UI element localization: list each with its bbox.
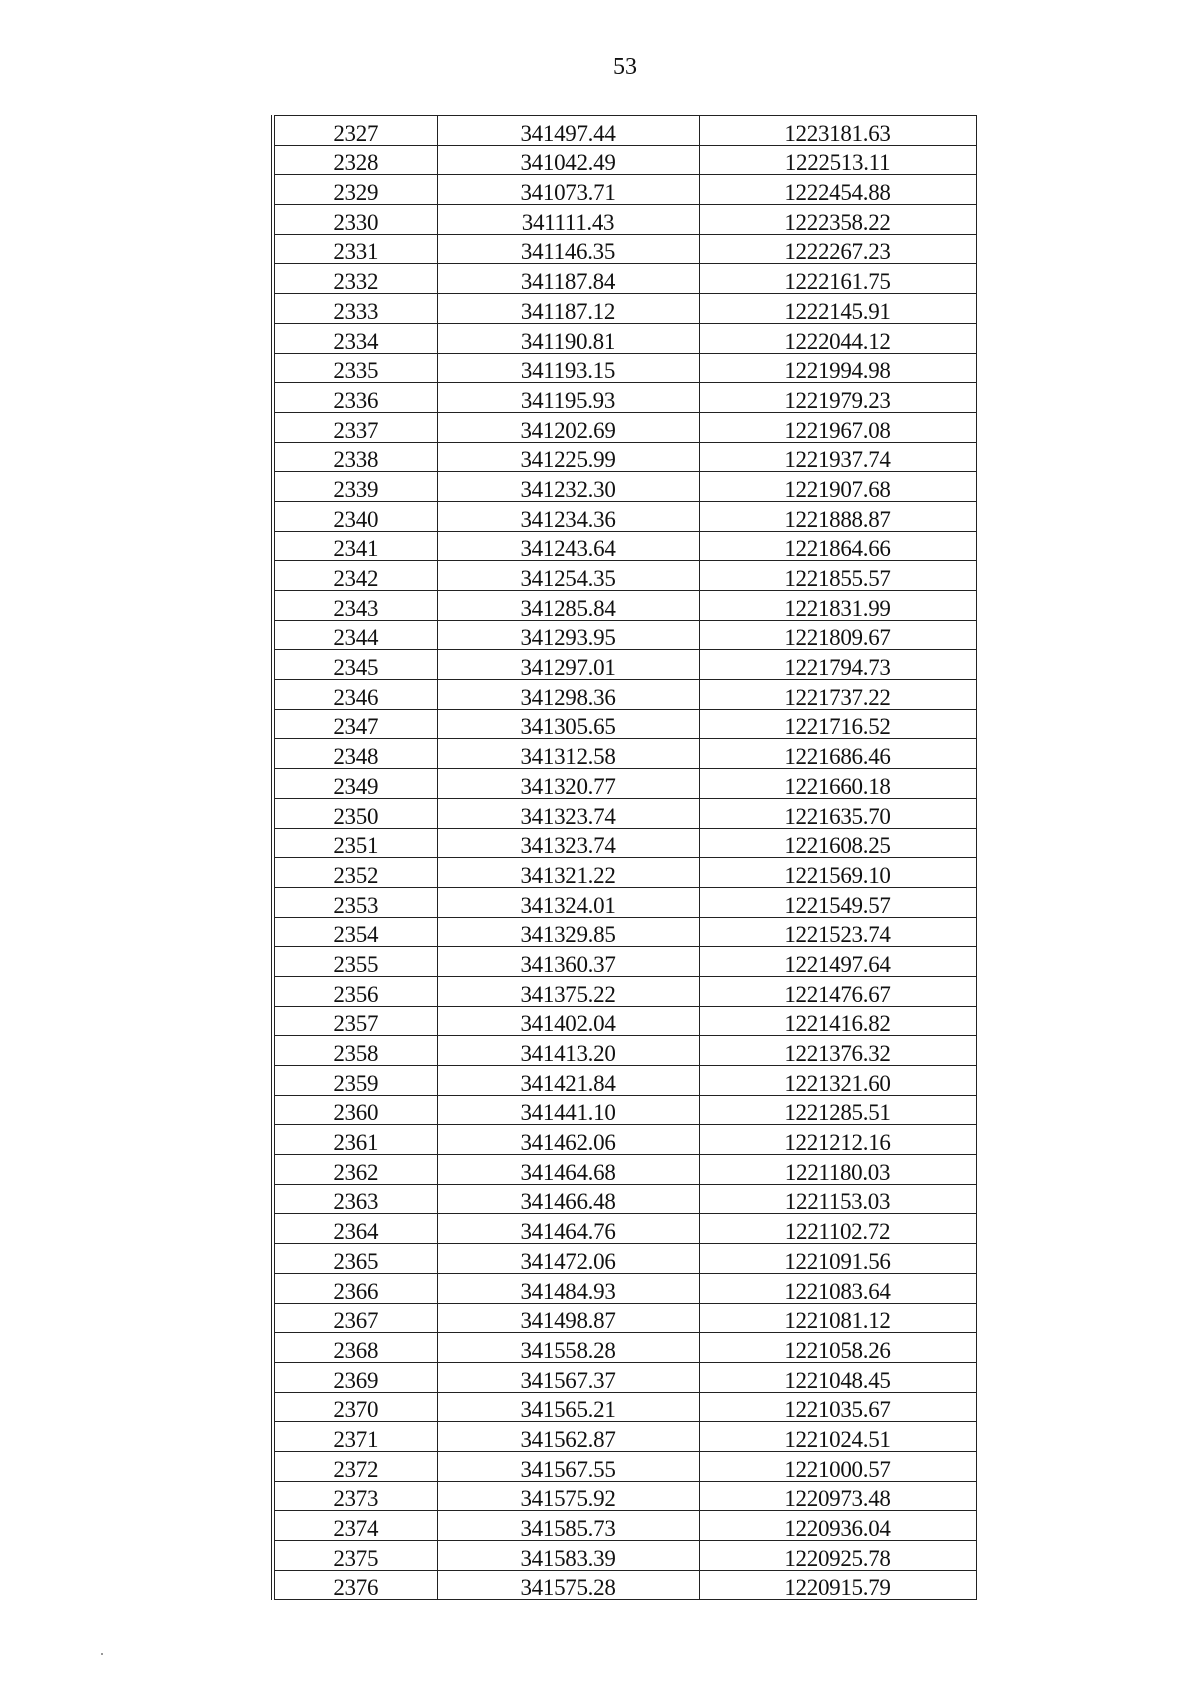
point-number-cell: 2341: [273, 531, 437, 561]
x-coordinate-cell: 341484.93: [437, 1273, 699, 1303]
table-row: [273, 264, 976, 294]
page-number: 53: [613, 54, 637, 80]
point-number-cell: 2363: [273, 1184, 437, 1214]
y-coordinate-cell: 1221058.26: [699, 1333, 976, 1363]
table-row: [273, 1214, 976, 1244]
x-coordinate-cell: 341187.84: [437, 264, 699, 294]
x-coordinate-cell: 341195.93: [437, 383, 699, 413]
x-coordinate-cell: 341321.22: [437, 858, 699, 888]
y-coordinate-cell: 1221476.67: [699, 976, 976, 1006]
table-row: [273, 858, 976, 888]
x-coordinate-cell: 341323.74: [437, 828, 699, 858]
point-number-cell: 2355: [273, 947, 437, 977]
x-coordinate-cell: 341193.15: [437, 353, 699, 383]
y-coordinate-cell: 1222267.23: [699, 234, 976, 264]
y-coordinate-cell: 1221660.18: [699, 769, 976, 799]
y-coordinate-cell: 1222044.12: [699, 323, 976, 353]
x-coordinate-cell: 341413.20: [437, 1036, 699, 1066]
point-number-cell: 2334: [273, 323, 437, 353]
y-coordinate-cell: 1221212.16: [699, 1125, 976, 1155]
y-coordinate-cell: 1221937.74: [699, 442, 976, 472]
x-coordinate-cell: 341111.43: [437, 205, 699, 235]
point-number-cell: 2370: [273, 1392, 437, 1422]
x-coordinate-cell: 341583.39: [437, 1541, 699, 1571]
x-coordinate-cell: 341234.36: [437, 501, 699, 531]
point-number-cell: 2336: [273, 383, 437, 413]
x-coordinate-cell: 341462.06: [437, 1125, 699, 1155]
point-number-cell: 2356: [273, 976, 437, 1006]
y-coordinate-cell: 1221024.51: [699, 1422, 976, 1452]
table-row: [273, 917, 976, 947]
point-number-cell: 2348: [273, 739, 437, 769]
x-coordinate-cell: 341402.04: [437, 1006, 699, 1036]
scan-speck: [101, 1653, 103, 1655]
point-number-cell: 2358: [273, 1036, 437, 1066]
y-coordinate-cell: 1221855.57: [699, 561, 976, 591]
y-coordinate-cell: 1221321.60: [699, 1066, 976, 1096]
table-row: [273, 1066, 976, 1096]
y-coordinate-cell: 1221048.45: [699, 1362, 976, 1392]
point-number-cell: 2345: [273, 650, 437, 680]
table-row: [273, 472, 976, 502]
point-number-cell: 2374: [273, 1511, 437, 1541]
point-number-cell: 2369: [273, 1362, 437, 1392]
point-number-cell: 2349: [273, 769, 437, 799]
coordinates-table: [271, 115, 977, 1600]
y-coordinate-cell: 1221081.12: [699, 1303, 976, 1333]
x-coordinate-cell: 341298.36: [437, 680, 699, 710]
y-coordinate-cell: 1221737.22: [699, 680, 976, 710]
point-number-cell: 2329: [273, 175, 437, 205]
y-coordinate-cell: 1221864.66: [699, 531, 976, 561]
x-coordinate-cell: 341202.69: [437, 412, 699, 442]
table-row: [273, 1095, 976, 1125]
x-coordinate-cell: 341497.44: [437, 116, 699, 146]
point-number-cell: 2342: [273, 561, 437, 591]
x-coordinate-cell: 341305.65: [437, 709, 699, 739]
point-number-cell: 2327: [273, 116, 437, 146]
x-coordinate-cell: 341567.55: [437, 1451, 699, 1481]
x-coordinate-cell: 341562.87: [437, 1422, 699, 1452]
point-number-cell: 2360: [273, 1095, 437, 1125]
point-number-cell: 2343: [273, 591, 437, 621]
x-coordinate-cell: 341575.28: [437, 1570, 699, 1600]
y-coordinate-cell: 1221180.03: [699, 1155, 976, 1185]
x-coordinate-cell: 341042.49: [437, 145, 699, 175]
point-number-cell: 2337: [273, 412, 437, 442]
y-coordinate-cell: 1221083.64: [699, 1273, 976, 1303]
y-coordinate-cell: 1221549.57: [699, 887, 976, 917]
y-coordinate-cell: 1221608.25: [699, 828, 976, 858]
x-coordinate-cell: 341421.84: [437, 1066, 699, 1096]
point-number-cell: 2338: [273, 442, 437, 472]
table-row: [273, 561, 976, 591]
x-coordinate-cell: 341575.92: [437, 1481, 699, 1511]
table-row: [273, 1036, 976, 1066]
x-coordinate-cell: 341472.06: [437, 1244, 699, 1274]
y-coordinate-cell: 1221831.99: [699, 591, 976, 621]
table-row: [273, 620, 976, 650]
point-number-cell: 2328: [273, 145, 437, 175]
table-row: [273, 1392, 976, 1422]
table-row: [273, 1006, 976, 1036]
table-row: [273, 175, 976, 205]
x-coordinate-cell: 341558.28: [437, 1333, 699, 1363]
x-coordinate-cell: 341441.10: [437, 1095, 699, 1125]
point-number-cell: 2332: [273, 264, 437, 294]
y-coordinate-cell: 1221979.23: [699, 383, 976, 413]
y-coordinate-cell: 1222161.75: [699, 264, 976, 294]
table-row: [273, 145, 976, 175]
table-row: [273, 1184, 976, 1214]
table-row: [273, 1155, 976, 1185]
x-coordinate-cell: 341464.68: [437, 1155, 699, 1185]
point-number-cell: 2331: [273, 234, 437, 264]
x-coordinate-cell: 341498.87: [437, 1303, 699, 1333]
y-coordinate-cell: 1221794.73: [699, 650, 976, 680]
table-row: [273, 1362, 976, 1392]
point-number-cell: 2364: [273, 1214, 437, 1244]
table-row: [273, 591, 976, 621]
y-coordinate-cell: 1220915.79: [699, 1570, 976, 1600]
y-coordinate-cell: 1221000.57: [699, 1451, 976, 1481]
x-coordinate-cell: 341254.35: [437, 561, 699, 591]
x-coordinate-cell: 341464.76: [437, 1214, 699, 1244]
point-number-cell: 2357: [273, 1006, 437, 1036]
x-coordinate-cell: 341285.84: [437, 591, 699, 621]
x-coordinate-cell: 341585.73: [437, 1511, 699, 1541]
table-row: [273, 294, 976, 324]
point-number-cell: 2339: [273, 472, 437, 502]
point-number-cell: 2335: [273, 353, 437, 383]
x-coordinate-cell: 341375.22: [437, 976, 699, 1006]
table-row: [273, 1303, 976, 1333]
table-row: [273, 531, 976, 561]
y-coordinate-cell: 1221416.82: [699, 1006, 976, 1036]
x-coordinate-cell: 341466.48: [437, 1184, 699, 1214]
table-row: [273, 442, 976, 472]
table-row: [273, 739, 976, 769]
point-number-cell: 2362: [273, 1155, 437, 1185]
point-number-cell: 2344: [273, 620, 437, 650]
y-coordinate-cell: 1221994.98: [699, 353, 976, 383]
x-coordinate-cell: 341324.01: [437, 887, 699, 917]
table-row: [273, 650, 976, 680]
y-coordinate-cell: 1221091.56: [699, 1244, 976, 1274]
table-row: [273, 501, 976, 531]
x-coordinate-cell: 341243.64: [437, 531, 699, 561]
table-row: [273, 1541, 976, 1571]
y-coordinate-cell: 1221716.52: [699, 709, 976, 739]
y-coordinate-cell: 1221285.51: [699, 1095, 976, 1125]
table-row: [273, 947, 976, 977]
y-coordinate-cell: 1221153.03: [699, 1184, 976, 1214]
table-row: [273, 798, 976, 828]
y-coordinate-cell: 1221035.67: [699, 1392, 976, 1422]
table-row: [273, 887, 976, 917]
y-coordinate-cell: 1221523.74: [699, 917, 976, 947]
point-number-cell: 2366: [273, 1273, 437, 1303]
y-coordinate-cell: 1221497.64: [699, 947, 976, 977]
y-coordinate-cell: 1221102.72: [699, 1214, 976, 1244]
y-coordinate-cell: 1221635.70: [699, 798, 976, 828]
x-coordinate-cell: 341073.71: [437, 175, 699, 205]
y-coordinate-cell: 1221907.68: [699, 472, 976, 502]
x-coordinate-cell: 341567.37: [437, 1362, 699, 1392]
x-coordinate-cell: 341323.74: [437, 798, 699, 828]
point-number-cell: 2373: [273, 1481, 437, 1511]
point-number-cell: 2352: [273, 858, 437, 888]
y-coordinate-cell: 1221569.10: [699, 858, 976, 888]
point-number-cell: 2375: [273, 1541, 437, 1571]
x-coordinate-cell: 341232.30: [437, 472, 699, 502]
point-number-cell: 2333: [273, 294, 437, 324]
y-coordinate-cell: 1223181.63: [699, 116, 976, 146]
x-coordinate-cell: 341190.81: [437, 323, 699, 353]
table-row: [273, 1511, 976, 1541]
table-row: [273, 205, 976, 235]
x-coordinate-cell: 341187.12: [437, 294, 699, 324]
point-number-cell: 2351: [273, 828, 437, 858]
table-row: [273, 769, 976, 799]
point-number-cell: 2376: [273, 1570, 437, 1600]
y-coordinate-cell: 1222145.91: [699, 294, 976, 324]
table-row: [273, 1244, 976, 1274]
y-coordinate-cell: 1222513.11: [699, 145, 976, 175]
point-number-cell: 2372: [273, 1451, 437, 1481]
y-coordinate-cell: 1221967.08: [699, 412, 976, 442]
point-number-cell: 2371: [273, 1422, 437, 1452]
point-number-cell: 2359: [273, 1066, 437, 1096]
point-number-cell: 2340: [273, 501, 437, 531]
point-number-cell: 2353: [273, 887, 437, 917]
table-row: [273, 383, 976, 413]
table-row: [273, 234, 976, 264]
y-coordinate-cell: 1220973.48: [699, 1481, 976, 1511]
point-number-cell: 2365: [273, 1244, 437, 1274]
table-row: [273, 1570, 976, 1600]
x-coordinate-cell: 341360.37: [437, 947, 699, 977]
table-row: [273, 1273, 976, 1303]
table-row: [273, 1333, 976, 1363]
y-coordinate-cell: 1221888.87: [699, 501, 976, 531]
x-coordinate-cell: 341329.85: [437, 917, 699, 947]
point-number-cell: 2350: [273, 798, 437, 828]
x-coordinate-cell: 341146.35: [437, 234, 699, 264]
y-coordinate-cell: 1221376.32: [699, 1036, 976, 1066]
point-number-cell: 2330: [273, 205, 437, 235]
x-coordinate-cell: 341312.58: [437, 739, 699, 769]
table-row: [273, 1481, 976, 1511]
y-coordinate-cell: 1222454.88: [699, 175, 976, 205]
table-row: [273, 828, 976, 858]
point-number-cell: 2354: [273, 917, 437, 947]
point-number-cell: 2361: [273, 1125, 437, 1155]
table-row: [273, 116, 976, 146]
table-row: [273, 353, 976, 383]
point-number-cell: 2346: [273, 680, 437, 710]
x-coordinate-cell: 341297.01: [437, 650, 699, 680]
y-coordinate-cell: 1220936.04: [699, 1511, 976, 1541]
y-coordinate-cell: 1220925.78: [699, 1541, 976, 1571]
y-coordinate-cell: 1221809.67: [699, 620, 976, 650]
x-coordinate-cell: 341565.21: [437, 1392, 699, 1422]
point-number-cell: 2347: [273, 709, 437, 739]
coordinates-table-body: [273, 116, 976, 1600]
table-row: [273, 323, 976, 353]
table-row: [273, 412, 976, 442]
point-number-cell: 2368: [273, 1333, 437, 1363]
table-row: [273, 1422, 976, 1452]
x-coordinate-cell: 341320.77: [437, 769, 699, 799]
point-number-cell: 2367: [273, 1303, 437, 1333]
table-row: [273, 680, 976, 710]
table-row: [273, 709, 976, 739]
table-row: [273, 1125, 976, 1155]
table-row: [273, 976, 976, 1006]
y-coordinate-cell: 1221686.46: [699, 739, 976, 769]
x-coordinate-cell: 341225.99: [437, 442, 699, 472]
table-row: [273, 1451, 976, 1481]
y-coordinate-cell: 1222358.22: [699, 205, 976, 235]
x-coordinate-cell: 341293.95: [437, 620, 699, 650]
